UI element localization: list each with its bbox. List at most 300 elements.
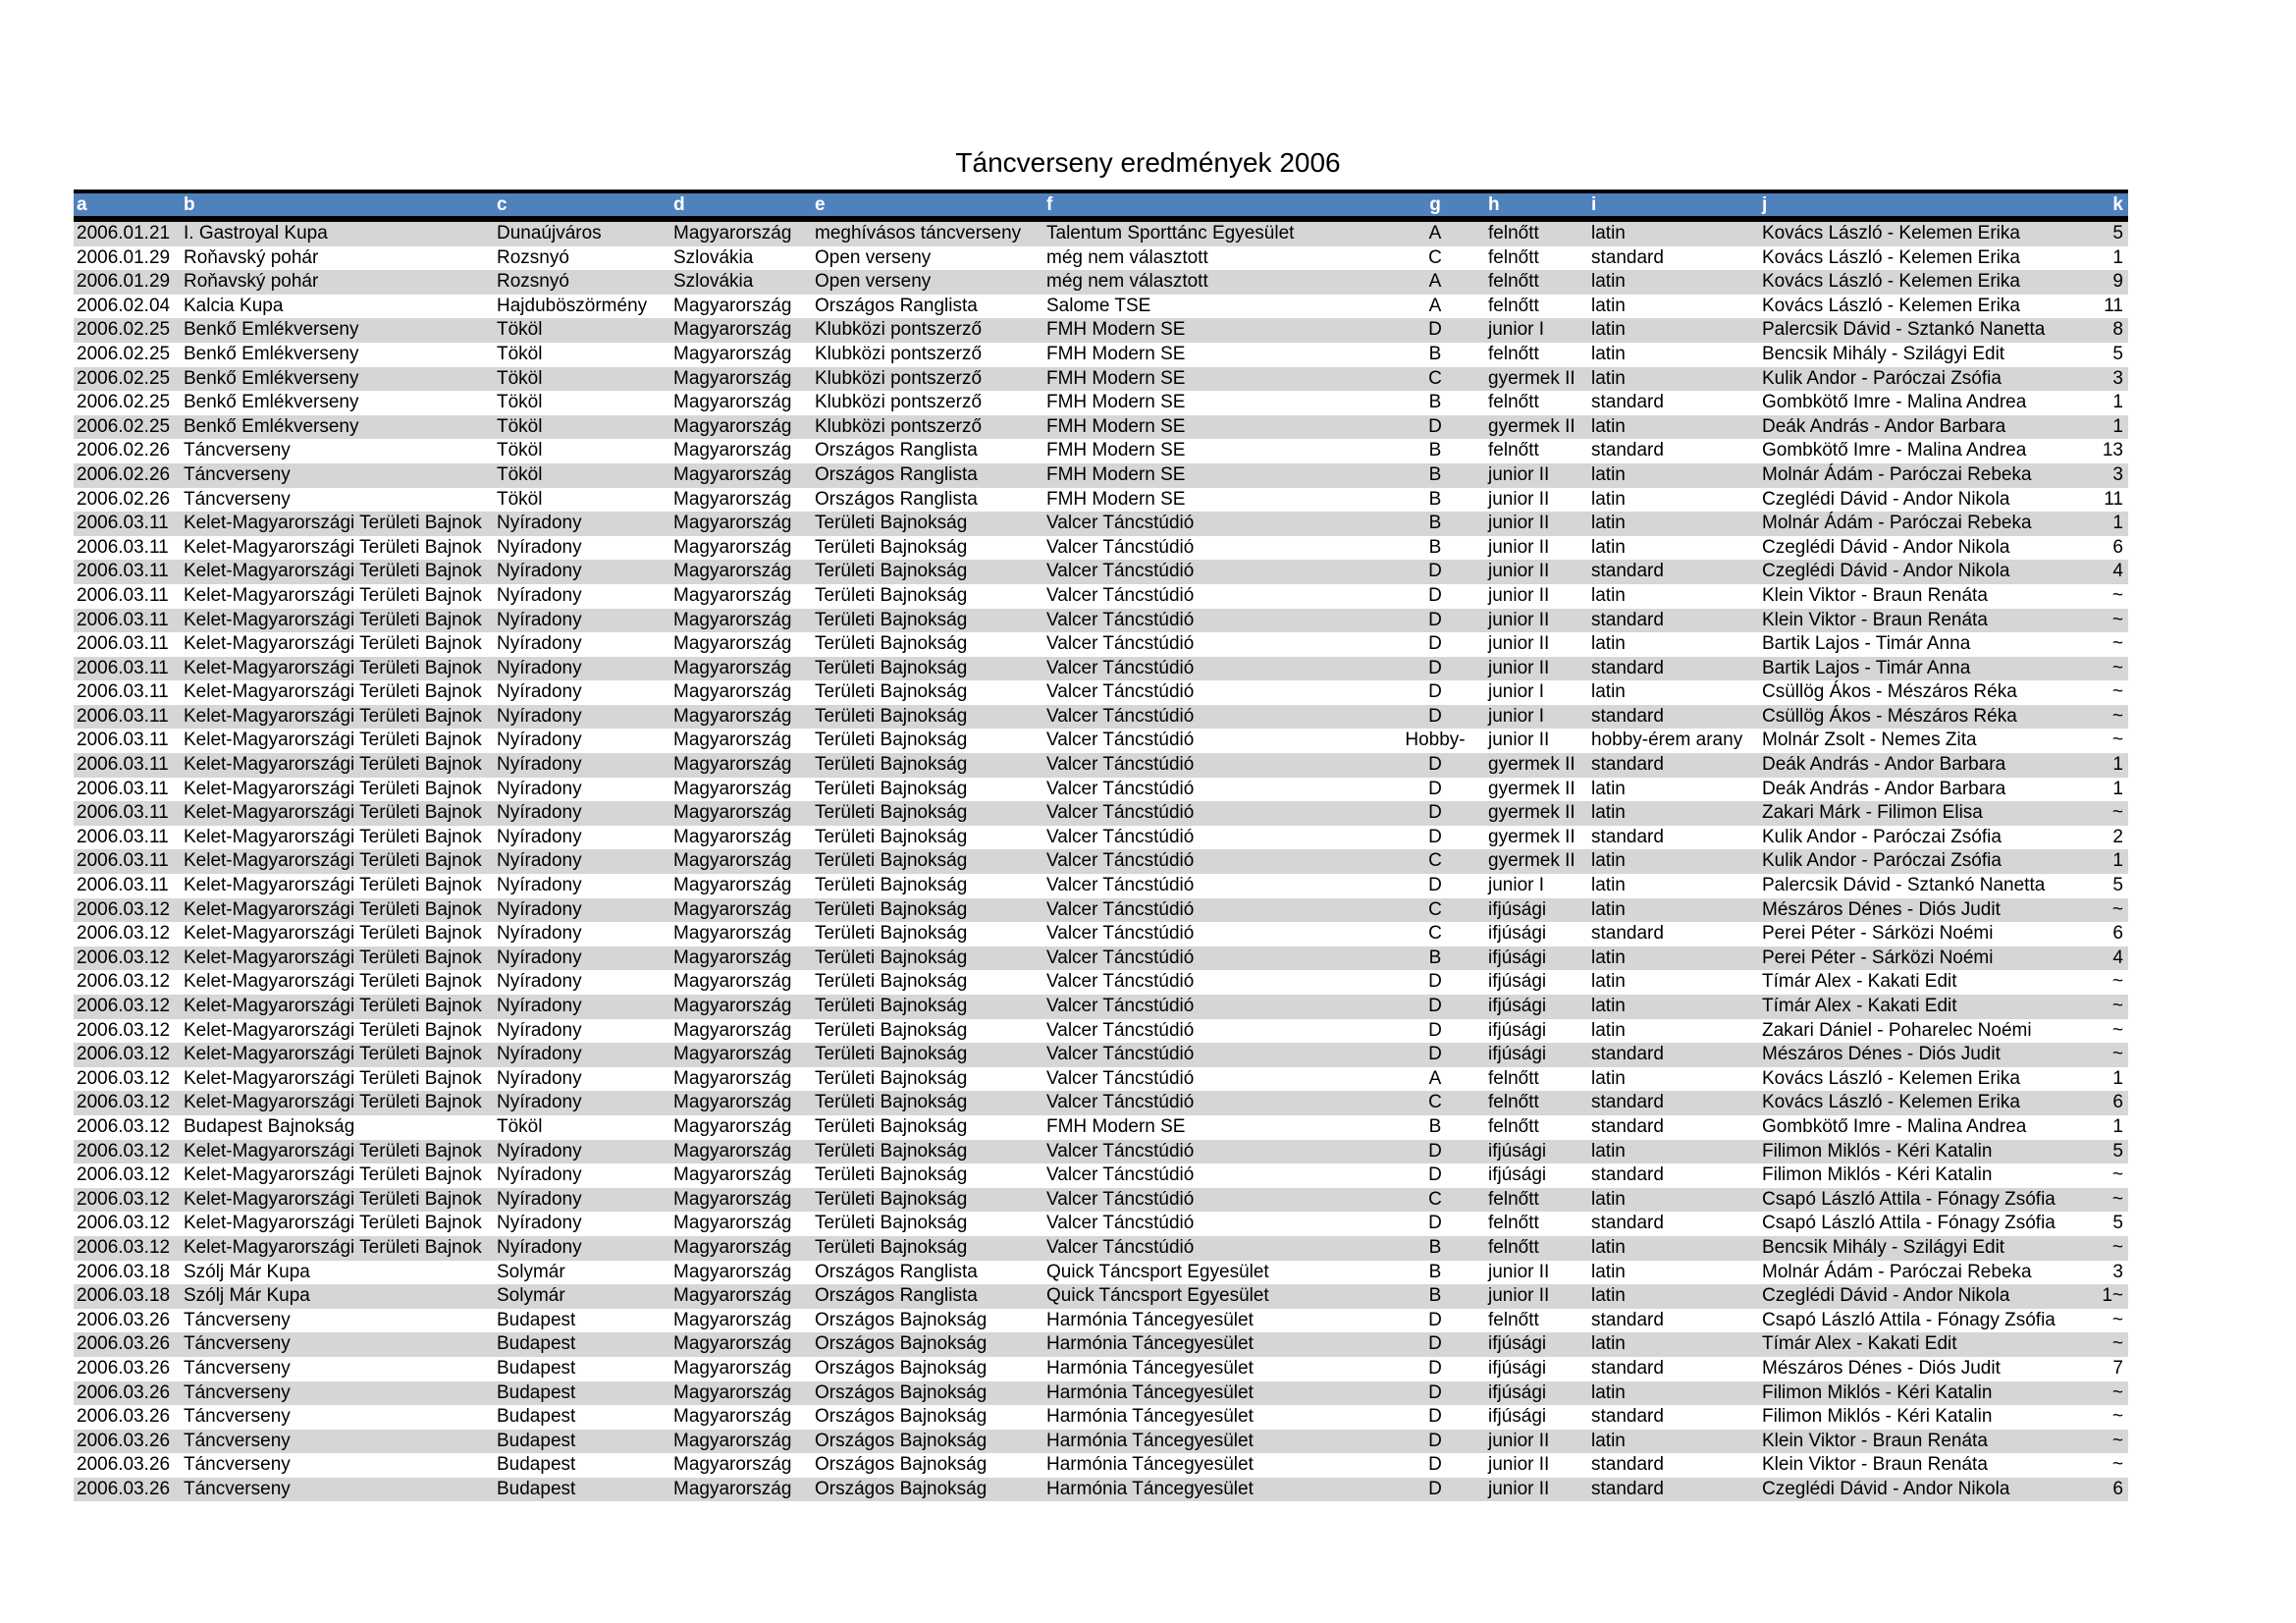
cell-j: Gombkötő Imre - Malina Andrea [1762, 392, 2027, 413]
cell-k: ~ [2111, 996, 2123, 1016]
cell-b: Kelet-Magyarországi Területi Bajnok [184, 657, 482, 678]
cell-g: D [1428, 1213, 1442, 1234]
cell-h: junior I [1488, 875, 1545, 896]
cell-e: Országos Bajnokság [815, 1478, 988, 1499]
cell-j: Molnár Ádám - Paróczai Rebeka [1762, 463, 2032, 485]
cell-h: gyermek II [1488, 415, 1575, 437]
cell-g: D [1428, 705, 1442, 727]
cell-a: 2006.03.11 [77, 730, 169, 751]
cell-b: Kelet-Magyarországi Területi Bajnok [184, 826, 482, 847]
cell-f: Valcer Táncstúdió [1046, 1164, 1195, 1186]
cell-c: Nyíradony [497, 947, 582, 968]
cell-j: Csapó László Attila - Fónagy Zsófia [1762, 1188, 2056, 1210]
cell-f: Valcer Táncstúdió [1046, 561, 1195, 582]
cell-c: Budapest [497, 1333, 576, 1355]
cell-k: 2 [2112, 826, 2123, 847]
table-row [74, 1430, 2128, 1454]
cell-c: Nyíradony [497, 996, 582, 1016]
cell-e: Területi Bajnokság [815, 1236, 968, 1258]
cell-g: B [1428, 1115, 1442, 1137]
cell-e: Open verseny [815, 271, 932, 293]
table-row [74, 729, 2128, 753]
cell-a: 2006.03.11 [77, 657, 169, 678]
cell-c: Nyíradony [497, 584, 582, 606]
cell-i: standard [1591, 1213, 1664, 1234]
cell-f: Quick Táncsport Egyesület [1046, 1285, 1269, 1307]
cell-f: még nem választott [1046, 271, 1208, 293]
cell-d: Magyarország [673, 1261, 792, 1282]
cell-j: Zakari Dániel - Poharelec Noémi [1762, 1019, 2032, 1041]
cell-k: 5 [2112, 223, 2123, 243]
cell-b: Táncverseny [184, 1406, 291, 1428]
cell-i: standard [1591, 561, 1664, 582]
table-body [74, 222, 2128, 1501]
cell-e: Területi Bajnokság [815, 850, 968, 872]
cell-k: 1 [2112, 1115, 2123, 1137]
cell-g: D [1428, 657, 1442, 678]
cell-k: ~ [2111, 1188, 2123, 1210]
cell-k: 6 [2112, 536, 2123, 558]
cell-f: FMH Modern SE [1046, 440, 1186, 461]
cell-e: Területi Bajnokság [815, 536, 968, 558]
cell-d: Magyarország [673, 875, 792, 896]
cell-c: Budapest [497, 1454, 576, 1476]
cell-i: latin [1591, 536, 1626, 558]
cell-h: junior II [1488, 1478, 1550, 1499]
cell-a: 2006.03.26 [77, 1478, 171, 1499]
cell-b: Táncverseny [184, 1478, 291, 1499]
cell-e: Területi Bajnokság [815, 778, 968, 799]
cell-b: Kelet-Magyarországi Területi Bajnok [184, 754, 482, 776]
cell-d: Magyarország [673, 415, 792, 437]
cell-g: D [1428, 802, 1442, 824]
cell-j: Kovács László - Kelemen Erika [1762, 246, 2020, 268]
cell-h: felnőtt [1488, 1213, 1539, 1234]
cell-b: Kelet-Magyarországi Területi Bajnok [184, 778, 482, 799]
cell-a: 2006.03.11 [77, 584, 169, 606]
table-row [74, 1381, 2128, 1406]
cell-h: junior II [1488, 513, 1550, 534]
cell-b: Kelet-Magyarországi Területi Bajnok [184, 1213, 482, 1234]
cell-e: Területi Bajnokság [815, 609, 968, 630]
cell-g: D [1428, 1140, 1442, 1162]
cell-k: ~ [2111, 633, 2123, 655]
cell-a: 2006.03.26 [77, 1309, 171, 1330]
cell-f: Valcer Táncstúdió [1046, 705, 1195, 727]
cell-g: D [1428, 584, 1442, 606]
cell-i: standard [1591, 1406, 1664, 1428]
cell-k: ~ [2111, 1430, 2123, 1451]
cell-a: 2006.03.11 [77, 633, 169, 655]
cell-h: junior I [1488, 319, 1545, 341]
cell-f: Harmónia Táncegyesület [1046, 1430, 1254, 1451]
cell-d: Magyarország [673, 1188, 792, 1210]
cell-h: gyermek II [1488, 754, 1575, 776]
cell-c: Nyíradony [497, 1188, 582, 1210]
cell-k: 3 [2112, 463, 2123, 485]
cell-j: Kulik Andor - Paróczai Zsófia [1762, 850, 2002, 872]
cell-f: Valcer Táncstúdió [1046, 875, 1195, 896]
cell-b: Táncverseny [184, 1309, 291, 1330]
cell-k: 1 [2112, 1067, 2123, 1089]
cell-e: Országos Bajnokság [815, 1430, 988, 1451]
cell-g: D [1428, 1478, 1442, 1499]
cell-h: junior II [1488, 657, 1550, 678]
cell-e: Területi Bajnokság [815, 875, 968, 896]
table-row [74, 1188, 2128, 1213]
cell-b: Kelet-Magyarországi Területi Bajnok [184, 1092, 482, 1113]
cell-f: Talentum Sporttánc Egyesület [1046, 223, 1295, 243]
cell-d: Magyarország [673, 1164, 792, 1186]
cell-c: Nyíradony [497, 1164, 582, 1186]
cell-c: Nyíradony [497, 898, 582, 920]
table-row [74, 1261, 2128, 1285]
cell-i: latin [1591, 681, 1626, 703]
cell-e: Területi Bajnokság [815, 1067, 968, 1089]
cell-d: Magyarország [673, 367, 792, 389]
cell-f: Salome TSE [1046, 295, 1151, 316]
cell-a: 2006.03.12 [77, 1188, 171, 1210]
cell-j: Deák András - Andor Barbara [1762, 415, 2006, 437]
cell-a: 2006.03.11 [77, 536, 169, 558]
cell-b: Kelet-Magyarországi Területi Bajnok [184, 923, 482, 945]
cell-k: 4 [2112, 561, 2123, 582]
cell-k: 1 [2112, 392, 2123, 413]
cell-a: 2006.03.11 [77, 754, 169, 776]
cell-e: Területi Bajnokság [815, 1188, 968, 1210]
cell-h: ifjúsági [1488, 1333, 1547, 1355]
cell-b: Roňavský pohár [184, 246, 319, 268]
cell-j: Mészáros Dénes - Diós Judit [1762, 1044, 2001, 1065]
cell-a: 2006.03.12 [77, 1067, 171, 1089]
cell-g: D [1428, 778, 1442, 799]
cell-d: Magyarország [673, 681, 792, 703]
cell-e: meghívásos táncverseny [815, 223, 1022, 243]
cell-h: ifjúsági [1488, 1381, 1547, 1403]
cell-i: latin [1591, 850, 1626, 872]
cell-f: Valcer Táncstúdió [1046, 730, 1195, 751]
cell-f: Valcer Táncstúdió [1046, 802, 1195, 824]
table-row [74, 415, 2128, 440]
cell-f: Valcer Táncstúdió [1046, 681, 1195, 703]
cell-i: standard [1591, 754, 1664, 776]
cell-f: FMH Modern SE [1046, 463, 1186, 485]
cell-b: Kelet-Magyarországi Területi Bajnok [184, 947, 482, 968]
cell-f: Valcer Táncstúdió [1046, 923, 1195, 945]
cell-d: Magyarország [673, 440, 792, 461]
cell-i: latin [1591, 875, 1626, 896]
cell-k: 13 [2102, 440, 2123, 461]
table-row [74, 632, 2128, 657]
cell-j: Filimon Miklós - Kéri Katalin [1762, 1140, 1993, 1162]
cell-i: standard [1591, 923, 1664, 945]
cell-b: Táncverseny [184, 1430, 291, 1451]
cell-f: Valcer Táncstúdió [1046, 536, 1195, 558]
cell-e: Országos Ranglista [815, 1261, 978, 1282]
cell-h: felnőtt [1488, 1092, 1539, 1113]
cell-f: FMH Modern SE [1046, 319, 1186, 341]
cell-a: 2006.02.26 [77, 440, 171, 461]
cell-a: 2006.03.11 [77, 681, 169, 703]
cell-j: Klein Viktor - Braun Renáta [1762, 609, 1988, 630]
cell-c: Tököl [497, 488, 543, 510]
cell-f: Valcer Táncstúdió [1046, 1188, 1195, 1210]
cell-h: felnőtt [1488, 1188, 1539, 1210]
cell-b: Kelet-Magyarországi Területi Bajnok [184, 561, 482, 582]
cell-h: felnőtt [1488, 343, 1539, 364]
cell-e: Területi Bajnokság [815, 584, 968, 606]
cell-i: standard [1591, 705, 1664, 727]
cell-k: 3 [2112, 367, 2123, 389]
cell-j: Kulik Andor - Paróczai Zsófia [1762, 826, 2002, 847]
cell-g: D [1428, 681, 1442, 703]
cell-f: FMH Modern SE [1046, 1115, 1186, 1137]
cell-i: latin [1591, 415, 1626, 437]
cell-i: standard [1591, 440, 1664, 461]
cell-g: C [1428, 367, 1442, 389]
cell-e: Területi Bajnokság [815, 1044, 968, 1065]
cell-i: latin [1591, 996, 1626, 1016]
cell-g: D [1428, 1333, 1442, 1355]
cell-j: Gombkötő Imre - Malina Andrea [1762, 1115, 2027, 1137]
table-row [74, 1163, 2128, 1188]
cell-d: Magyarország [673, 584, 792, 606]
cell-i: latin [1591, 1381, 1626, 1403]
page-title: Táncverseny eredmények 2006 [955, 147, 1341, 178]
cell-i: standard [1591, 1164, 1664, 1186]
cell-c: Budapest [497, 1309, 576, 1330]
table-header-row [74, 193, 2128, 222]
cell-e: Országos Ranglista [815, 295, 978, 316]
cell-d: Magyarország [673, 1357, 792, 1379]
cell-j: Filimon Miklós - Kéri Katalin [1762, 1164, 1993, 1186]
cell-f: még nem választott [1046, 246, 1208, 268]
cell-j: Gombkötő Imre - Malina Andrea [1762, 440, 2027, 461]
cell-g: D [1428, 1309, 1442, 1330]
cell-b: Kelet-Magyarországi Területi Bajnok [184, 996, 482, 1016]
cell-d: Magyarország [673, 295, 792, 316]
column-header-f: f [1046, 194, 1053, 215]
cell-a: 2006.02.25 [77, 367, 171, 389]
cell-c: Rozsnyó [497, 271, 569, 293]
cell-f: Valcer Táncstúdió [1046, 850, 1195, 872]
table-row [74, 970, 2128, 995]
cell-a: 2006.03.11 [77, 561, 169, 582]
cell-d: Magyarország [673, 923, 792, 945]
cell-h: junior I [1488, 705, 1545, 727]
cell-h: gyermek II [1488, 850, 1575, 872]
cell-g: B [1428, 1236, 1442, 1258]
cell-k: 1 [2112, 513, 2123, 534]
cell-c: Nyíradony [497, 609, 582, 630]
cell-c: Budapest [497, 1406, 576, 1428]
cell-i: latin [1591, 802, 1626, 824]
cell-j: Molnár Zsolt - Nemes Zita [1762, 730, 1977, 751]
table-row [74, 753, 2128, 778]
cell-h: ifjúsági [1488, 971, 1547, 993]
cell-e: Területi Bajnokság [815, 996, 968, 1016]
cell-a: 2006.03.11 [77, 826, 169, 847]
cell-j: Czeglédi Dávid - Andor Nikola [1762, 488, 2010, 510]
cell-a: 2006.03.12 [77, 996, 171, 1016]
cell-d: Magyarország [673, 850, 792, 872]
cell-k: 1 [2112, 754, 2123, 776]
cell-g: Hobby- [1405, 730, 1466, 751]
cell-d: Magyarország [673, 778, 792, 799]
cell-k: ~ [2111, 802, 2123, 824]
cell-b: Táncverseny [184, 1381, 291, 1403]
cell-e: Területi Bajnokság [815, 1019, 968, 1041]
cell-b: Szólj Már Kupa [184, 1261, 310, 1282]
cell-d: Magyarország [673, 1309, 792, 1330]
cell-g: D [1428, 1357, 1442, 1379]
cell-j: Palercsik Dávid - Sztankó Nanetta [1762, 875, 2046, 896]
cell-a: 2006.03.26 [77, 1333, 171, 1355]
cell-b: Kelet-Magyarországi Területi Bajnok [184, 1019, 482, 1041]
cell-d: Magyarország [673, 223, 792, 243]
cell-h: felnőtt [1488, 1067, 1539, 1089]
cell-g: C [1428, 1188, 1442, 1210]
cell-d: Magyarország [673, 1019, 792, 1041]
column-header-g: g [1429, 194, 1441, 215]
cell-k: ~ [2111, 1044, 2123, 1065]
cell-j: Deák András - Andor Barbara [1762, 754, 2006, 776]
table-row [74, 1067, 2128, 1092]
cell-e: Területi Bajnokság [815, 802, 968, 824]
table-row [74, 705, 2128, 730]
cell-a: 2006.02.26 [77, 488, 171, 510]
cell-h: junior II [1488, 633, 1550, 655]
table-row [74, 874, 2128, 898]
cell-d: Magyarország [673, 1454, 792, 1476]
cell-g: D [1428, 1019, 1442, 1041]
table-row [74, 270, 2128, 295]
cell-k: 4 [2112, 947, 2123, 968]
table-row [74, 1309, 2128, 1333]
cell-b: Szólj Már Kupa [184, 1285, 310, 1307]
cell-c: Nyíradony [497, 1236, 582, 1258]
cell-b: Benkő Emlékverseny [184, 367, 359, 389]
table-row [74, 1284, 2128, 1309]
cell-k: 6 [2112, 1092, 2123, 1113]
cell-h: felnőtt [1488, 1115, 1539, 1137]
cell-b: Kelet-Magyarországi Területi Bajnok [184, 730, 482, 751]
cell-e: Területi Bajnokság [815, 947, 968, 968]
cell-c: Tököl [497, 319, 543, 341]
cell-g: C [1428, 898, 1442, 920]
cell-i: standard [1591, 1092, 1664, 1113]
cell-a: 2006.03.26 [77, 1381, 171, 1403]
cell-j: Klein Viktor - Braun Renáta [1762, 1454, 1988, 1476]
table-row [74, 947, 2128, 971]
cell-a: 2006.03.11 [77, 875, 169, 896]
cell-j: Bencsik Mihály - Szilágyi Edit [1762, 1236, 2005, 1258]
column-header-h: h [1488, 194, 1500, 215]
table-row [74, 680, 2128, 705]
cell-i: latin [1591, 971, 1626, 993]
column-header-k: k [2112, 194, 2123, 215]
cell-d: Magyarország [673, 343, 792, 364]
cell-i: latin [1591, 295, 1626, 316]
cell-b: Kelet-Magyarországi Területi Bajnok [184, 1188, 482, 1210]
cell-g: D [1428, 561, 1442, 582]
cell-j: Palercsik Dávid - Sztankó Nanetta [1762, 319, 2046, 341]
cell-e: Klubközi pontszerző [815, 367, 983, 389]
cell-a: 2006.03.26 [77, 1454, 171, 1476]
cell-i: latin [1591, 898, 1626, 920]
cell-j: Klein Viktor - Braun Renáta [1762, 584, 1988, 606]
cell-g: B [1428, 1285, 1442, 1307]
cell-f: FMH Modern SE [1046, 392, 1186, 413]
cell-a: 2006.03.12 [77, 1019, 171, 1041]
cell-k: ~ [2111, 705, 2123, 727]
cell-d: Magyarország [673, 1115, 792, 1137]
cell-b: Kelet-Magyarországi Területi Bajnok [184, 850, 482, 872]
cell-b: Kelet-Magyarországi Területi Bajnok [184, 802, 482, 824]
cell-c: Nyíradony [497, 1140, 582, 1162]
cell-c: Nyíradony [497, 754, 582, 776]
cell-j: Csüllög Ákos - Mészáros Réka [1762, 681, 2017, 703]
cell-c: Tököl [497, 367, 543, 389]
table-row [74, 512, 2128, 536]
cell-b: Táncverseny [184, 463, 291, 485]
cell-k: 11 [2104, 488, 2123, 510]
cell-c: Nyíradony [497, 826, 582, 847]
cell-a: 2006.03.12 [77, 923, 171, 945]
cell-a: 2006.03.26 [77, 1357, 171, 1379]
table-row [74, 1478, 2128, 1502]
cell-c: Nyíradony [497, 513, 582, 534]
cell-c: Hajduböszörmény [497, 295, 648, 316]
cell-h: gyermek II [1488, 826, 1575, 847]
column-header-a: a [77, 194, 87, 215]
cell-d: Magyarország [673, 730, 792, 751]
cell-b: Kelet-Magyarországi Területi Bajnok [184, 971, 482, 993]
cell-c: Nyíradony [497, 681, 582, 703]
cell-k: 5 [2112, 1213, 2123, 1234]
cell-d: Magyarország [673, 947, 792, 968]
cell-i: standard [1591, 1044, 1664, 1065]
cell-c: Solymár [497, 1285, 565, 1307]
cell-f: Valcer Táncstúdió [1046, 754, 1195, 776]
cell-h: gyermek II [1488, 802, 1575, 824]
cell-d: Magyarország [673, 1333, 792, 1355]
cell-i: latin [1591, 1188, 1626, 1210]
cell-d: Magyarország [673, 971, 792, 993]
cell-i: latin [1591, 223, 1626, 243]
cell-e: Területi Bajnokság [815, 513, 968, 534]
cell-b: Benkő Emlékverseny [184, 343, 359, 364]
cell-d: Magyarország [673, 463, 792, 485]
cell-k: 5 [2112, 343, 2123, 364]
cell-g: D [1428, 754, 1442, 776]
table-row [74, 295, 2128, 319]
table-row [74, 801, 2128, 826]
cell-g: D [1428, 971, 1442, 993]
cell-e: Területi Bajnokság [815, 730, 968, 751]
cell-a: 2006.02.25 [77, 392, 171, 413]
cell-i: latin [1591, 1019, 1626, 1041]
cell-d: Szlovákia [673, 271, 754, 293]
cell-h: felnőtt [1488, 392, 1539, 413]
cell-c: Tököl [497, 463, 543, 485]
cell-g: D [1428, 996, 1442, 1016]
cell-i: standard [1591, 1115, 1664, 1137]
cell-k: ~ [2111, 681, 2123, 703]
cell-i: hobby-érem arany [1591, 730, 1743, 751]
cell-c: Solymár [497, 1261, 565, 1282]
cell-c: Nyíradony [497, 802, 582, 824]
